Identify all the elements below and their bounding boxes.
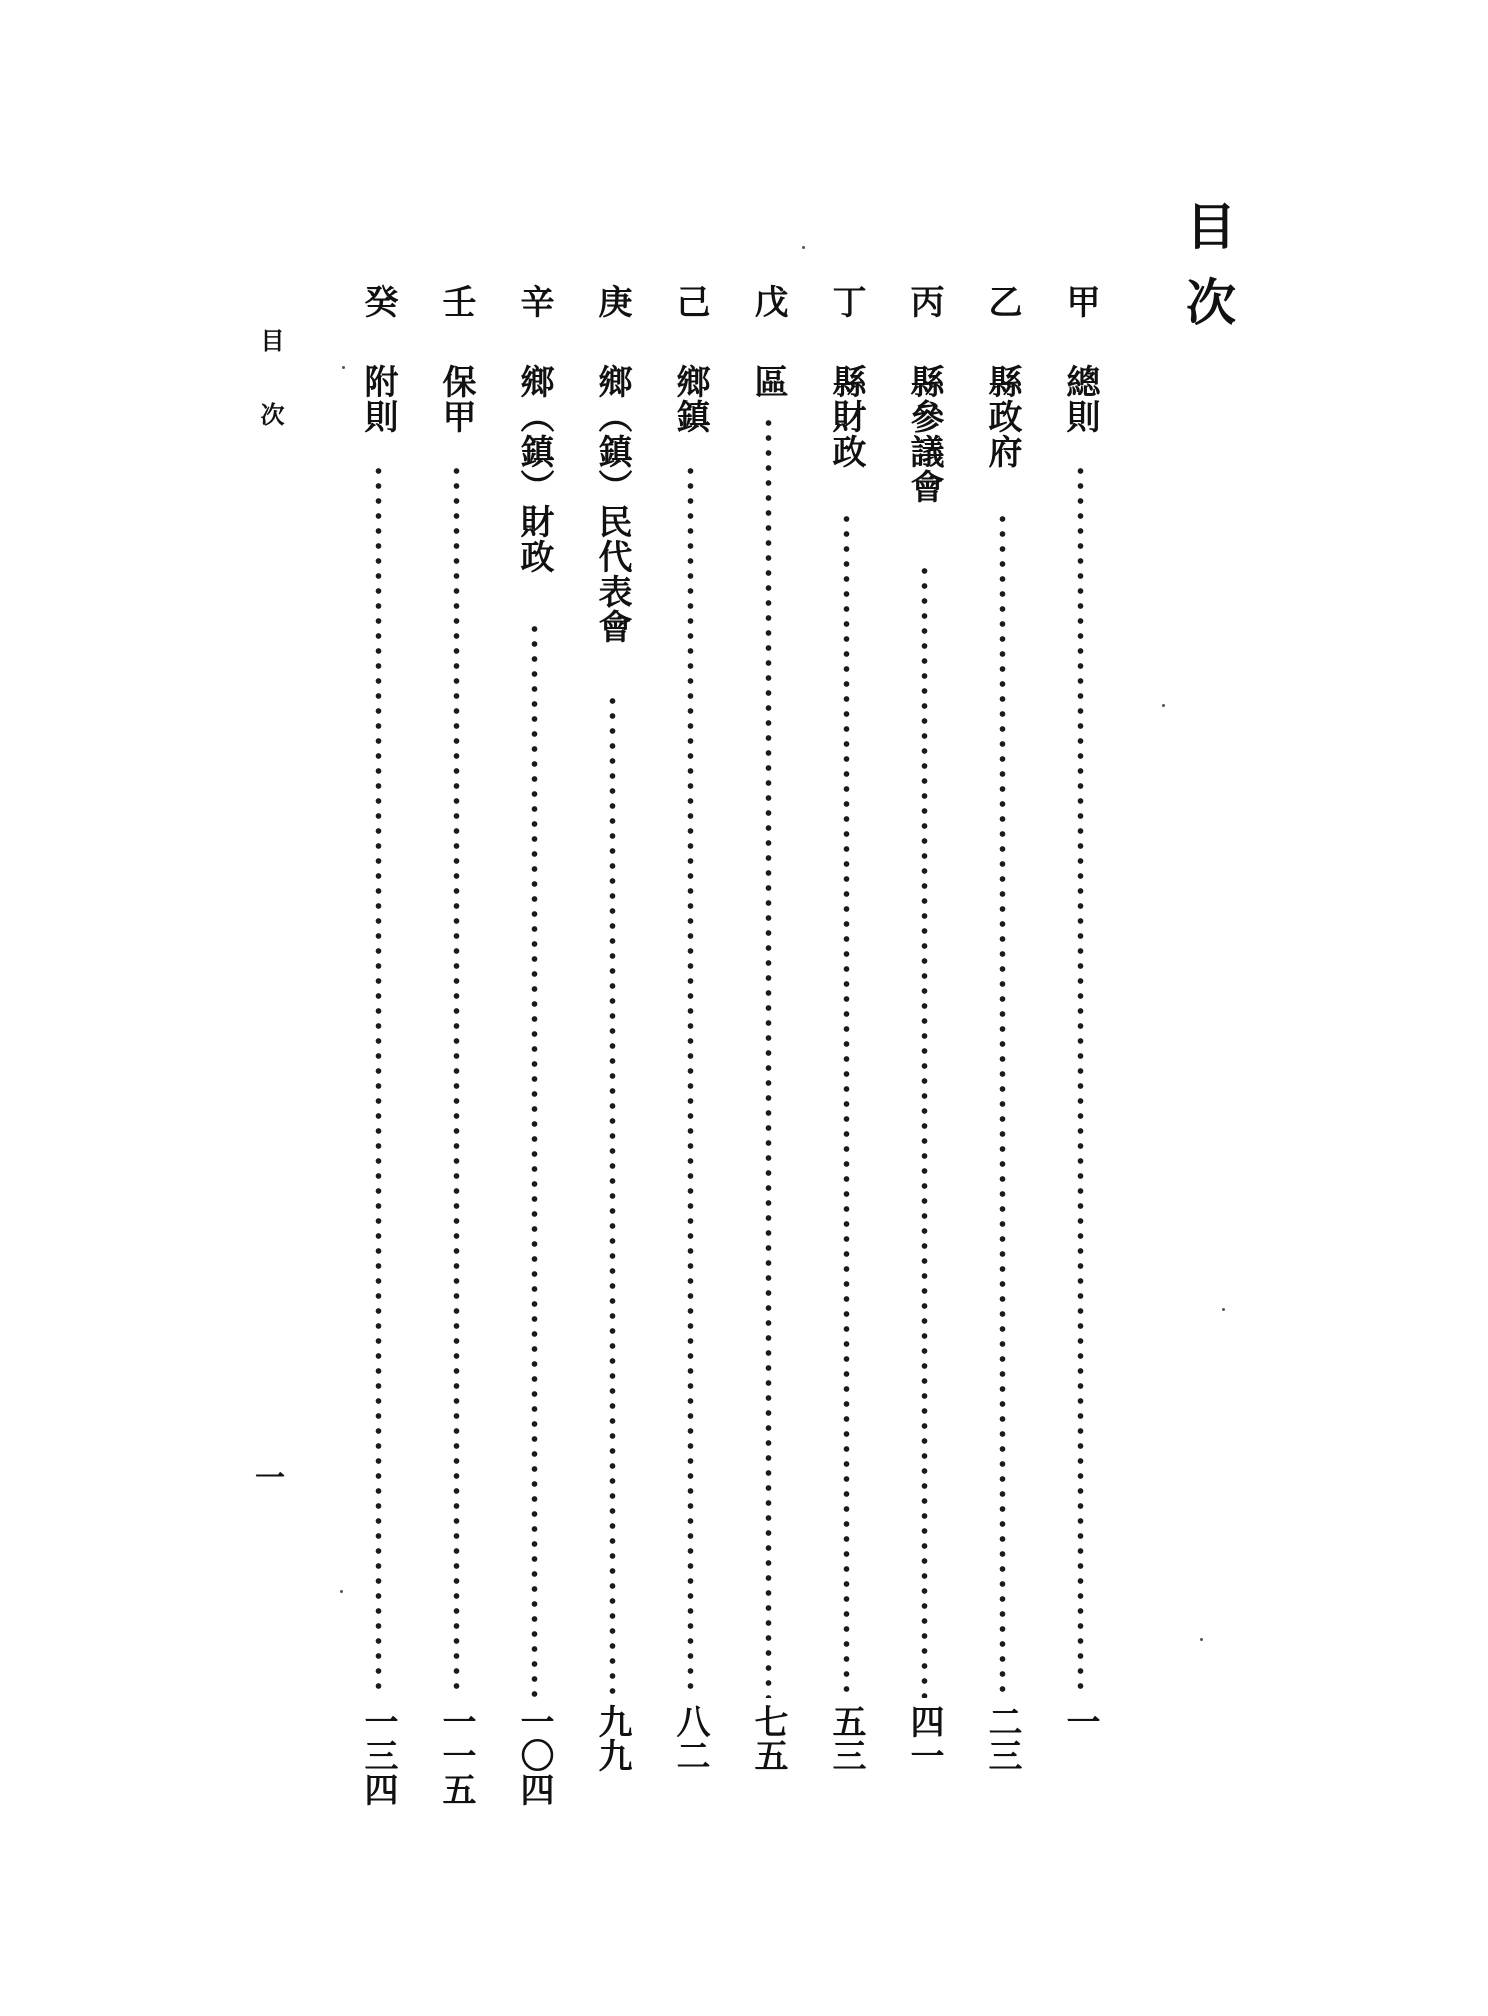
folio-page-number: 一	[255, 1461, 285, 1496]
toc-entry-jia	[1054, 284, 1106, 1814]
dot-leader	[453, 466, 460, 1698]
entry-page-number: 七五	[748, 1704, 788, 1772]
dot-leader	[687, 466, 694, 1698]
toc-entry-gui	[352, 284, 404, 1814]
entry-page-number: 一三四	[358, 1704, 398, 1806]
dot-leader	[921, 566, 928, 1698]
dot-leader	[375, 466, 382, 1698]
entry-stem: 壬	[436, 284, 476, 318]
entry-title: 鄉鎮	[670, 364, 710, 434]
toc-entry-xin	[508, 284, 560, 1814]
toc-entry-geng	[586, 284, 638, 1814]
entry-stem: 丙	[904, 284, 944, 318]
toc-entry-ji	[664, 284, 716, 1814]
entry-stem: 己	[670, 284, 710, 318]
dot-leader	[609, 696, 616, 1698]
entry-stem: 癸	[358, 284, 398, 318]
entry-page-number: 一一五	[436, 1704, 476, 1806]
toc-entry-ren	[430, 284, 482, 1814]
page-title: 目次	[1178, 200, 1237, 352]
entry-page-number: 一	[1060, 1704, 1100, 1738]
entry-stem: 辛	[514, 284, 554, 318]
toc-entry-ding	[820, 284, 872, 1814]
dot-leader	[843, 514, 850, 1698]
entry-stem: 庚	[592, 284, 632, 318]
entry-page-number: 八二	[670, 1704, 710, 1772]
entry-title: 縣參議會	[904, 364, 944, 504]
entry-page-number: 五三	[826, 1704, 866, 1772]
toc-entry-yi	[976, 284, 1028, 1814]
entry-page-number: 九九	[592, 1704, 632, 1772]
print-speck	[1200, 1638, 1203, 1641]
entry-page-number: 一〇四	[514, 1704, 554, 1806]
entry-title: 區	[748, 364, 788, 399]
print-speck	[340, 1590, 343, 1593]
print-speck	[342, 366, 345, 369]
entry-page-number: 二三	[982, 1704, 1022, 1772]
dot-leader	[999, 514, 1006, 1698]
running-head: 目次	[256, 328, 285, 476]
toc-entry-wu	[742, 284, 794, 1814]
entry-title: 縣財政	[826, 364, 866, 469]
toc-entry-bing	[898, 284, 950, 1814]
dot-leader	[765, 418, 772, 1698]
entry-stem: 乙	[982, 284, 1022, 318]
entry-title: 縣政府	[982, 364, 1022, 469]
entry-stem: 甲	[1060, 284, 1100, 318]
print-speck	[1222, 1308, 1225, 1311]
entry-stem: 丁	[826, 284, 866, 318]
dot-leader	[531, 624, 538, 1698]
print-speck	[1162, 704, 1165, 707]
entry-title: 附則	[358, 364, 398, 434]
entry-page-number: 四一	[904, 1704, 944, 1772]
entry-title: 鄉（鎮）財政	[514, 364, 554, 574]
entry-title: 總則	[1060, 364, 1100, 434]
print-speck	[802, 246, 805, 249]
entry-title: 鄉（鎮）民代表會	[592, 364, 632, 644]
dot-leader	[1077, 466, 1084, 1698]
entry-title: 保甲	[436, 364, 476, 434]
entry-stem: 戊	[748, 284, 788, 318]
